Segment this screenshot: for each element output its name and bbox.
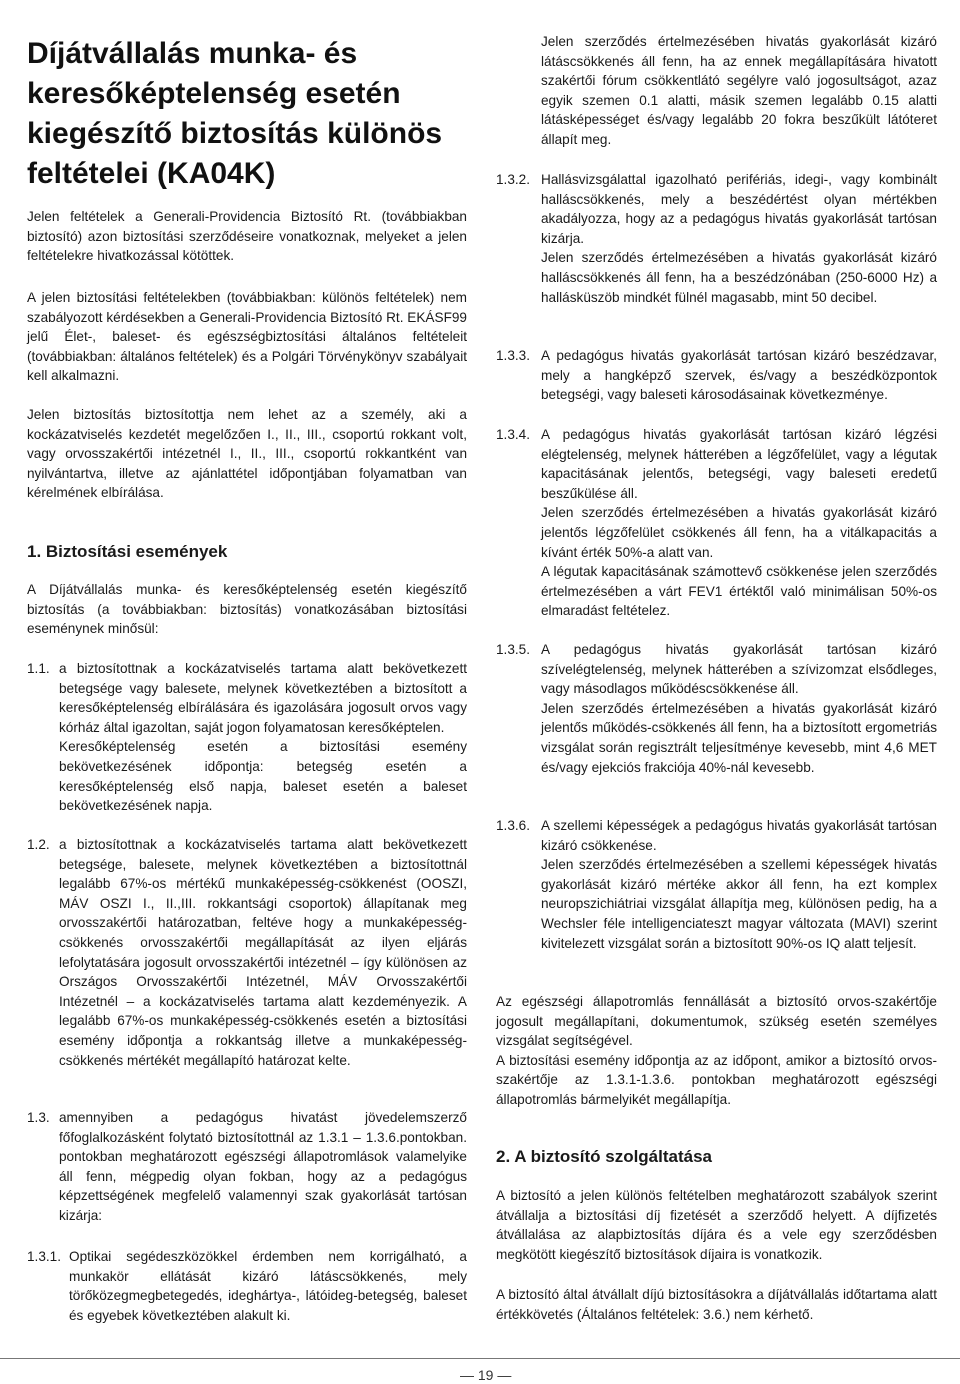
list-item-1-3-4 [496, 425, 937, 625]
item-paragraph: amennyiben a pedagógus hivatást jövedelemszerző főfoglalkozásként folytató biztosítottnál az 1.3.1 – 1.3.6.pontokban. pontokban meghatározott egészségi állapotromlások valamelyike áll fenn, mégpedig olyan fokban, hogy az a pedagógus képzettségének megfelelő valamennyi szak gyakorlását tartósan kizárja: [59, 1110, 467, 1223]
item-number: 1.2. [27, 837, 50, 852]
item-number: 1.3.2. [496, 172, 531, 187]
section-2-paragraph-1: A biztosító a jelen különös feltételben meghatározott szabályok szerint átvállalja a biztosítási díj fizetését a szerződő helyett. A díjfizetés átvállalása az alapbiztosítás díjára és a vele egy szerződésben megkötött kiegészítő biztosítások díjaira is vonatkozik. [496, 1188, 937, 1262]
item-paragraph: Optikai segédeszközökkel érdemben nem korrigálható, a munkakör ellátását kizáró látáscsökkenés, mely törőközegmegbetegedés, ideghártya-, látóideg-betegség, baleset és egyebek következtében alakult ki. [69, 1249, 467, 1323]
section-1-heading: 1. Biztosítási események [27, 542, 228, 561]
item-number: 1.3.4. [496, 427, 531, 442]
item-paragraph: A pedagógus hivatás gyakorlását tartósan kizáró beszédzavar, mely a hangképző szervek, és/vagy a beszédközpontok betegségi, vagy baleseti károsodásainak következménye. [541, 348, 937, 403]
item-paragraph: a biztosítottnak a kockázatviselés tartama alatt bekövetkezett betegsége vagy balesete, melynek következtében a biztosított a keresőképtelenség elbírálására és igazolására jogosult orvos vagy kórház által igazoltan, saját jogon folyamatosan keresőképtelen. [59, 661, 467, 735]
page-number: — 19 — [460, 1367, 512, 1383]
list-item-1-3-5 [496, 640, 937, 800]
item-paragraph: Hallásvizsgálattal igazolható perifériás, idegi-, vagy kombinált halláscsökkenés, mely a beszédértést olyan mértékben akadályozza, hogy az a pedagógus hivatás gyakorlását tartósan kizárja. [541, 172, 937, 246]
intro-paragraph-2: A jelen biztosítási feltételekben (továbbiakban: különös feltételek) nem szabályozott kérdésekben a Generali-Providencia Biztosító Rt. EKÁSF99 jelű Élet-, baleset- és egészségbiztosítási általános feltételeit (továbbiakban: általános feltételek) és a Polgári Törvénykönyv szabályait kell alkalmazni. [27, 290, 467, 384]
item-number: 1.1. [27, 661, 50, 676]
item-paragraph: Jelen szerződés értelmezésében a hivatás gyakorlását kizáró jelentős működés-csökkenés áll fenn, ha a biztosított ergometriás vizsgálat során regisztrált teljesítménye kevesebb, mint 4,6 MET és/vagy ejekciós frakciója 40%-nál kevesebb. [541, 700, 937, 775]
item-number: 1.3.3. [496, 348, 531, 363]
item-paragraph: Jelen szerződés értelmezésében a hivatás gyakorlását kizáró jelentős légzőfelület csökkenés áll fenn, ha a vitálkapacitás a kívánt érték 50%-a alatt van. [541, 505, 937, 560]
intro-paragraph-3: Jelen biztosítás biztosítottja nem lehet az a személy, aki a kockázatviselés kezdetét megelőzően I., II., III., csoportú rokkant volt, vagy orvosszakértői intézetnél I., II., III., csoportú rokkantként van nyilvántartva, illetve az ajánlattétel időpontjában folyamatban van kérelmének elbírálása. [27, 407, 467, 501]
item-number: 1.3.1. [27, 1249, 62, 1264]
page-title: Díjátvállalás munka- és keresőképtelenség esetén kiegészítő biztosítás különös feltételei (KA04K) [27, 37, 443, 190]
section-1-intro: A Díjátvállalás munka- és keresőképtelenség esetén kiegészítő biztosítás (a továbbiakban: biztosítás) vonatkozásában biztosítási eseménynek minősül: [27, 582, 467, 637]
list-item-1-3-2 [496, 170, 937, 330]
right-top-paragraph: Jelen szerződés értelmezésében hivatás gyakorlását kizáró látáscsökkenés áll fenn, ha az ennek megállapítására hivatott szakértői fórum csökkentlátó segélyre való jogosultságot, azaz egyik szemen 0.1 alatti, másik szemen legalább 0.15 alatti látásképességet és/vagy legalább 20 fokra beszűkült látóteret állapít meg. [541, 34, 937, 147]
item-paragraph: A légutak kapacitásának számottevő csökkenése jelen szerződés értelmezésében a várt FEV1 értéktől való minimálisan 50%-os elmaradást feltételez. [541, 564, 937, 619]
item-number: 1.3.5. [496, 642, 531, 657]
item-number: 1.3. [27, 1110, 50, 1125]
list-item-1-3-3 [496, 346, 937, 416]
intro-paragraph-1: Jelen feltételek a Generali-Providencia Biztosító Rt. (továbbiakban biztosító) azon biztosítási szerződéseire vonatkoznak, melyeket a jelen feltételekre hivatkozással kötöttek. [27, 209, 467, 264]
section-2-heading: 2. A biztosító szolgáltatása [496, 1147, 713, 1166]
right-after-paragraph: Az egészségi állapotromlás fennállását a biztosító orvos-szakértője jogosult megállapítani, dokumentumok, szükség esetén személyes vizsgálat segítségével. A biztosítási esemény időpontja az az időpont, amikor a biztosító orvos-szakértője az 1.3.1-1.3.6. pontokban meghatározott egészségi állapotromlás bármelyikét megállapítja. [496, 994, 937, 1107]
list-item-1-3 [27, 1108, 467, 1228]
list-item-1-2 [27, 835, 467, 1095]
section-2-paragraph-2: A biztosító által átvállalt díjú biztosításokra a díjátvállalás időtartama alatt értékkövetés (Általános feltételek: 3.6.) nem kérhető. [496, 1287, 937, 1322]
item-paragraph: A szellemi képességek a pedagógus hivatás gyakorlását tartósan kizáró csökkenése. [541, 818, 937, 853]
list-item-1-1 [27, 659, 467, 819]
list-item-1-3-1 [27, 1247, 467, 1337]
list-item-1-3-6 [496, 816, 937, 976]
item-paragraph: Jelen szerződés értelmezésében a hivatás gyakorlását kizáró halláscsökkenés áll fenn, ha a beszédzónában (250-6000 Hz) a hallásküszöb mindkét fülnél magasabb, mint 50 decibel. [541, 250, 937, 305]
item-paragraph: Keresőképtelenség esetén a biztosítási esemény bekövetkezésének időpontja: betegség esetén a keresőképtelenség első napja, baleset esetén a baleset bekövetkezésének napja. [59, 739, 467, 814]
item-paragraph: Jelen szerződés értelmezésében a szellemi képességek hivatás gyakorlását kizáró mértéke akkor áll fenn, ha ezt komplex neuropszichiátriai vizsgálat állapítja meg, különösen pedig, ha a Wechsler féle intelligenciateszt magyar változata (MAVI) szerint kivitelezett vizsgálat során a biztosított 90%-os IQ alatt teljesít. [541, 857, 937, 951]
item-paragraph: A pedagógus hivatás gyakorlását tartósan kizáró szívelégtelenség, melynek hátterében a szívizomzat elsődleges, vagy másodlagos működéscsökkenése áll. [541, 642, 937, 697]
item-paragraph: A pedagógus hivatás gyakorlását tartósan kizáró légzési elégtelenség, melynek hátterében a légzőfelület, vagy a légutak kapacitásának jelentős, betegségi, vagy baleseti eredetű beszűkülése áll. [541, 427, 937, 501]
item-paragraph: a biztosítottnak a kockázatviselés tartama alatt bekövetkezett betegsége, balesete, melynek következtében a biztosítottnál legalább 67%-os mértékű munkaképesség-csökkenést (OOSZI, MÁV OSZI I., II.,III. rokkantsági csoportok) állapítanak meg orvosszakértői határozatban, feltéve hogy a munkaképesség-csökkenés orvosszakértői megállapítását az ilyen eljárás lefolytatására jogosult orvosszakértői intézetnél – így különösen az Országos Orvosszakértői Intézetnél, MÁV Orvosszakértői Intézetnél – a kockázatviselés tartama alatt kezdeményezik. A legalább 67%-os munkaképesség-csökkenés esetén a biztosítási esemény időpontja a rokkantság illetve a munkaképesség-csökkenés mértékét megállapító határozat kelte. [59, 837, 467, 1068]
footer-divider [0, 1358, 960, 1359]
item-number: 1.3.6. [496, 818, 531, 833]
